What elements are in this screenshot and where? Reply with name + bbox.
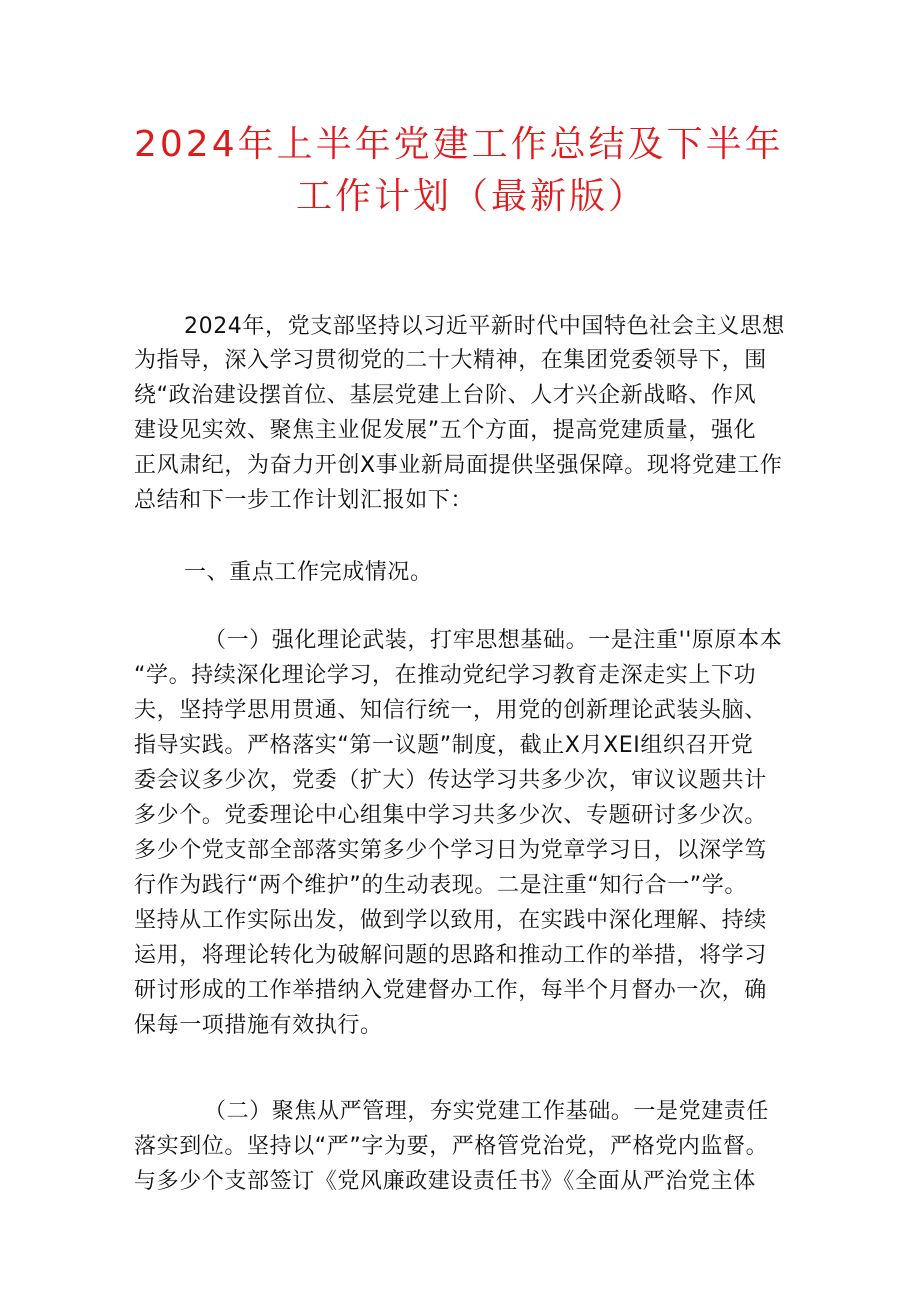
para1-line: 指导实践。严格落实“第一议题”制度，截止X月XEI组织召开党 <box>134 733 754 758</box>
para2-line: 与多少个支部签订《党风廉政建设责任书》《全面从严治党主体 <box>134 1169 756 1194</box>
document-title-line-2: 工作计划（最新版） <box>296 176 648 217</box>
intro-line: 为指导，深入学习贯彻党的二十大精神，在集团党委领导下，围 <box>134 348 767 373</box>
para2-line: 落实到位。坚持以“严”字为要，严格管党治党，严格党内监督。 <box>134 1134 769 1159</box>
para1-line: 行作为践行“两个维护”的生动表现。二是注重“知行合一”学。 <box>134 873 747 898</box>
para1-line: （一）强化理论武装，打牢思想基础。一是注重''原原本本 <box>204 628 783 653</box>
para1-line: 研讨形成的工作举措纳入党建督办工作，每半个月督办一次，确 <box>134 978 767 1003</box>
para1-line: 坚持从工作实际出发，做到学以致用，在实践中深化理解、持续 <box>134 908 767 933</box>
intro-line: 建设见实效、聚焦主业促发展”五个方面，提高党建质量，强化 <box>134 418 757 443</box>
intro-line: 2024年，党支部坚持以习近平新时代中国特色社会主义思想 <box>184 314 785 339</box>
para1-line: 多少个。党委理论中心组集中学习共多少次、专题研讨多少次。 <box>134 803 767 828</box>
para1-line: 多少个党支部全部落实第多少个学习日为党章学习日，以深学笃 <box>134 838 767 863</box>
para1-line: 运用，将理论转化为破解问题的思路和推动工作的举措，将学习 <box>134 943 767 968</box>
document-title-line-1: 2024年上半年党建工作总结及下半年 <box>134 124 784 165</box>
para1-line: 夫，坚持学思用贯通、知信行统一，用党的创新理论武装头脑、 <box>134 698 767 723</box>
para1-line: 委会议多少次，党委（扩大）传达学习共多少次，审议议题共计 <box>134 768 767 793</box>
intro-line: 总结和下一步工作计划汇报如下： <box>134 488 474 513</box>
intro-line: 绕“政治建设摆首位、基层党建上台阶、人才兴企新战略、作风 <box>134 383 757 408</box>
para2-line: （二）聚焦从严管理，夯实党建工作基础。一是党建责任 <box>204 1099 770 1124</box>
para1-line: 保每一项措施有效执行。 <box>134 1013 383 1038</box>
section-heading: 一、重点工作完成情况。 <box>184 560 433 585</box>
para1-line: “学。持续深化理论学习，在推动党纪学习教育走深走实上下功 <box>134 663 757 688</box>
intro-line: 正风肃纪，为奋力开创X事业新局面提供坚强保障。现将党建工作 <box>134 453 783 478</box>
